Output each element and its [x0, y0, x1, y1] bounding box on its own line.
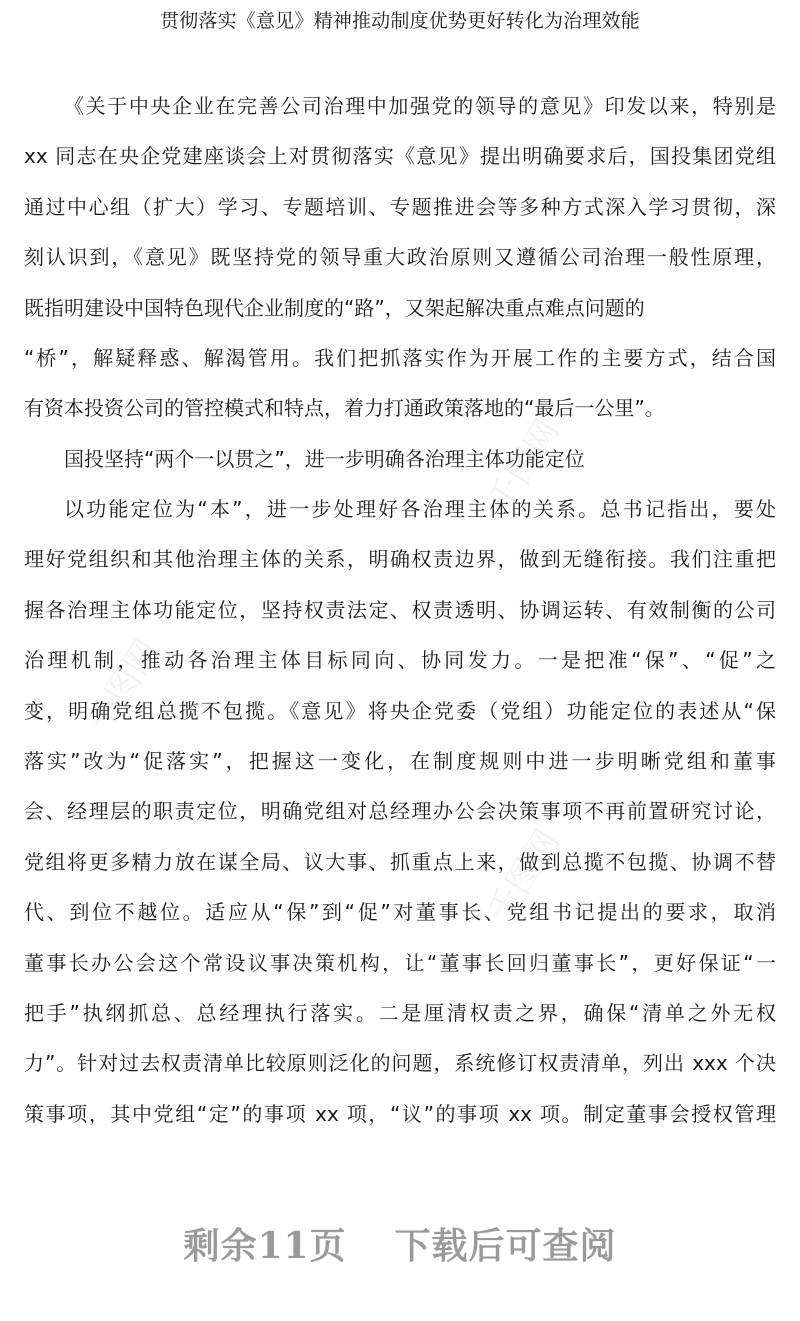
paragraph-line: 策事项，其中党组“定”的事项 xx 项，“议”的事项 xx 项。制定董事会授权管理 [24, 1102, 776, 1126]
paragraph-line: 党组将更多精力放在谋全局、议大事、抓重点上来，做到总揽不包揽、协调不替 [24, 850, 776, 874]
paragraph-line: 变，明确党组总揽不包揽。《意见》将央企党委（党组）功能定位的表述从“保 [24, 699, 776, 723]
paragraph-line: 落实”改为“促落实”，把握这一变化，在制度规则中进一步明晰党组和董事 [24, 749, 776, 773]
paragraph-line: “桥”，解疑释惑、解渴管用。我们把抓落实作为开展工作的主要方式，结合国 [24, 346, 776, 370]
watermark: 千图网 [479, 822, 568, 931]
paragraph-line: 刻认识到，《意见》既坚持党的领导重大政治原则又遵循公司治理一般性原理， [24, 245, 776, 269]
paragraph-line: 握各治理主体功能定位，坚持权责法定、权责透明、协调运转、有效制衡的公司 [24, 598, 776, 622]
section-heading: 国投坚持“两个一以贯之”，进一步明确各治理主体功能定位 [64, 447, 585, 471]
paragraph-line: xx 同志在央企党建座谈会上对贯彻落实《意见》提出明确要求后，国投集团党组 [24, 144, 776, 168]
remaining-pages-label: 剩余11页 [183, 1225, 347, 1267]
download-to-view-label: 下载后可查阅 [394, 1225, 617, 1267]
paragraph-line: 以功能定位为“本”，进一步处理好各治理主体的关系。总书记指出，要处 [64, 497, 776, 521]
paragraph-line: 理好党组织和其他治理主体的关系，明确权责边界，做到无缝衔接。我们注重把 [24, 547, 776, 571]
paragraph-line: 代、到位不越位。适应从“保”到“促”对董事长、党组书记提出的要求，取消 [24, 900, 776, 924]
paragraph-line: 董事长办公会这个常设议事决策机构，让“董事长回归董事长”，更好保证“一 [24, 951, 776, 975]
download-prompt[interactable] [0, 1218, 800, 1274]
paragraph-line: 有资本投资公司的管控模式和特点，着力打通政策落地的“最后一公里”。 [24, 396, 665, 420]
paragraph-line: 会、经理层的职责定位，明确党组对总经理办公会决策事项不再前置研究讨论， [24, 799, 776, 823]
document-title: 贯彻落实《意见》精神推动制度优势更好转化为治理效能 [159, 10, 640, 32]
paragraph-line: 既指明建设中国特色现代企业制度的“路”，又架起解决重点难点问题的 [24, 296, 645, 320]
paragraph-line: 力”。针对过去权责清单比较原则泛化的问题，系统修订权责清单，列出 xxx 个决 [24, 1051, 776, 1075]
watermark: 千图网 [479, 412, 568, 521]
paragraph-line: 治理机制，推动各治理主体目标同向、协同发力。一是把准“保”、“促”之 [24, 648, 776, 672]
paragraph-line: 《关于中央企业在完善公司治理中加强党的领导的意见》印发以来，特别是 [64, 94, 776, 118]
paragraph-line: 通过中心组（扩大）学习、专题培训、专题推进会等多种方式深入学习贯彻，深 [24, 195, 776, 219]
watermark: 千图网 [79, 632, 168, 741]
paragraph-line: 把手”执纲抓总、总经理执行落实。二是厘清权责之界，确保“清单之外无权 [24, 1001, 776, 1025]
